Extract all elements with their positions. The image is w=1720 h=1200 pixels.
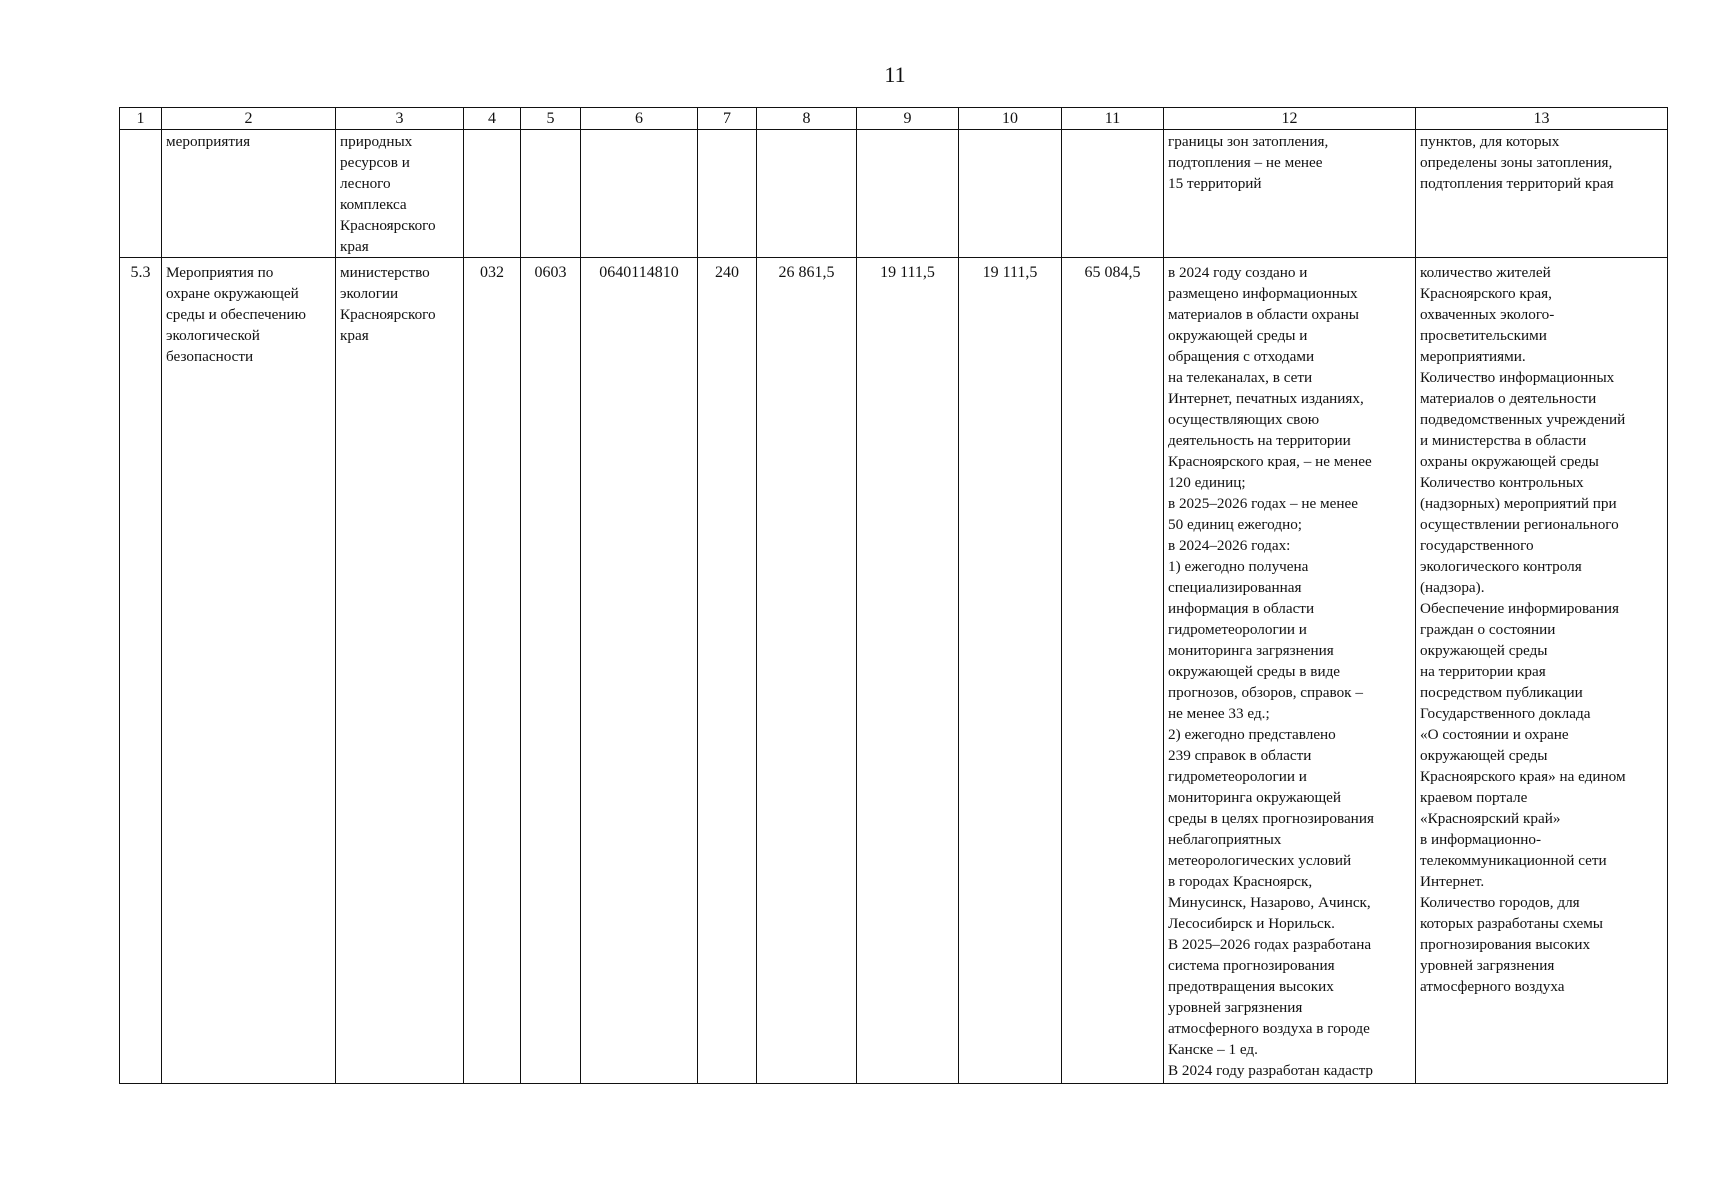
cell-indicator-link: пунктов, для которых определены зоны затопления, подтопления территорий края	[1416, 130, 1668, 258]
cell-rzpr	[521, 130, 581, 258]
cell-amount-2025: 19 111,5	[857, 258, 959, 1084]
cell-grbs	[464, 130, 521, 258]
cell-vr: 240	[698, 258, 757, 1084]
cell-responsible: министерство экологии Красноярского края	[336, 258, 464, 1084]
cell-amount-2025	[857, 130, 959, 258]
column-number: 3	[336, 108, 464, 130]
table-row-continuation	[120, 130, 1668, 258]
cell-expected-result: в 2024 году создано и размещено информационных материалов в области охраны окружающей среды и обращения с отходами на телеканалах, в сети Интернет, печатных изданиях, осуществляющих свою деятельность на территории Красноярского края, – не менее 120 единиц; в 2025–2026 годах – не менее 50 единиц ежегодно; в 2024–2026 годах: 1) ежегодно получена специализированная информация в области гидрометеорологии и мониторинга загрязнения окружающей среды в виде прогнозов, обзоров, справок – не менее 33 ед.; 2) ежегодно представлено 239 справок в области гидрометеорологии и мониторинга окружающей среды в целях прогнозирования неблагоприятных метеорологических условий в городах Красноярск, Минусинск, Назарово, Ачинск, Лесосибирск и Норильск. В 2025–2026 годах разработана система прогнозирования предотвращения высоких уровней загрязнения атмосферного воздуха в городе Канске – 1 ед. В 2024 году разработан кадастр	[1164, 258, 1416, 1084]
cell-responsible: природных ресурсов и лесного комплекса Красноярского края	[336, 130, 464, 258]
column-number: 8	[757, 108, 857, 130]
column-number: 7	[698, 108, 757, 130]
cell-index	[120, 130, 162, 258]
cell-expected-result: границы зон затопления, подтопления – не менее 15 территорий	[1164, 130, 1416, 258]
cell-activity-name: Мероприятия по охране окружающей среды и обеспечению экологической безопасности	[162, 258, 336, 1084]
cell-amount-2024: 26 861,5	[757, 258, 857, 1084]
cell-indicator-link: количество жителей Красноярского края, охваченных эколого- просветительскими мероприятиями. Количество информационных материалов о деятельности подведомственных учреждений и министерства в области охраны окружающей среды Количество контрольных (надзорных) мероприятий при осуществлении регионального государственного экологического контроля (надзора). Обеспечение информирования граждан о состоянии окружающей среды на территории края посредством публикации Государственного доклада «О состоянии и охране окружающей среды Красноярского края» на едином краевом портале «Красноярский край» в информационно- телекоммуникационной сети Интернет. Количество городов, для которых разработаны схемы прогнозирования высоких уровней загрязнения атмосферного воздуха	[1416, 258, 1668, 1084]
column-number: 11	[1062, 108, 1164, 130]
column-number: 12	[1164, 108, 1416, 130]
column-number: 10	[959, 108, 1062, 130]
column-number: 1	[120, 108, 162, 130]
column-number: 13	[1416, 108, 1668, 130]
cell-csr: 0640114810	[581, 258, 698, 1084]
column-number: 6	[581, 108, 698, 130]
cell-rzpr: 0603	[521, 258, 581, 1084]
cell-grbs: 032	[464, 258, 521, 1084]
cell-amount-2026: 19 111,5	[959, 258, 1062, 1084]
column-number-row	[120, 108, 1668, 130]
column-number: 2	[162, 108, 336, 130]
column-number: 9	[857, 108, 959, 130]
cell-amount-total: 65 084,5	[1062, 258, 1164, 1084]
program-activities-table	[119, 107, 1668, 1084]
cell-activity-name: мероприятия	[162, 130, 336, 258]
column-number: 5	[521, 108, 581, 130]
table-row-5-3	[120, 258, 1668, 1084]
cell-amount-2024	[757, 130, 857, 258]
cell-vr	[698, 130, 757, 258]
cell-amount-2026	[959, 130, 1062, 258]
cell-csr	[581, 130, 698, 258]
page-number: 11	[884, 62, 906, 87]
cell-index: 5.3	[120, 258, 162, 1084]
column-number: 4	[464, 108, 521, 130]
cell-amount-total	[1062, 130, 1164, 258]
